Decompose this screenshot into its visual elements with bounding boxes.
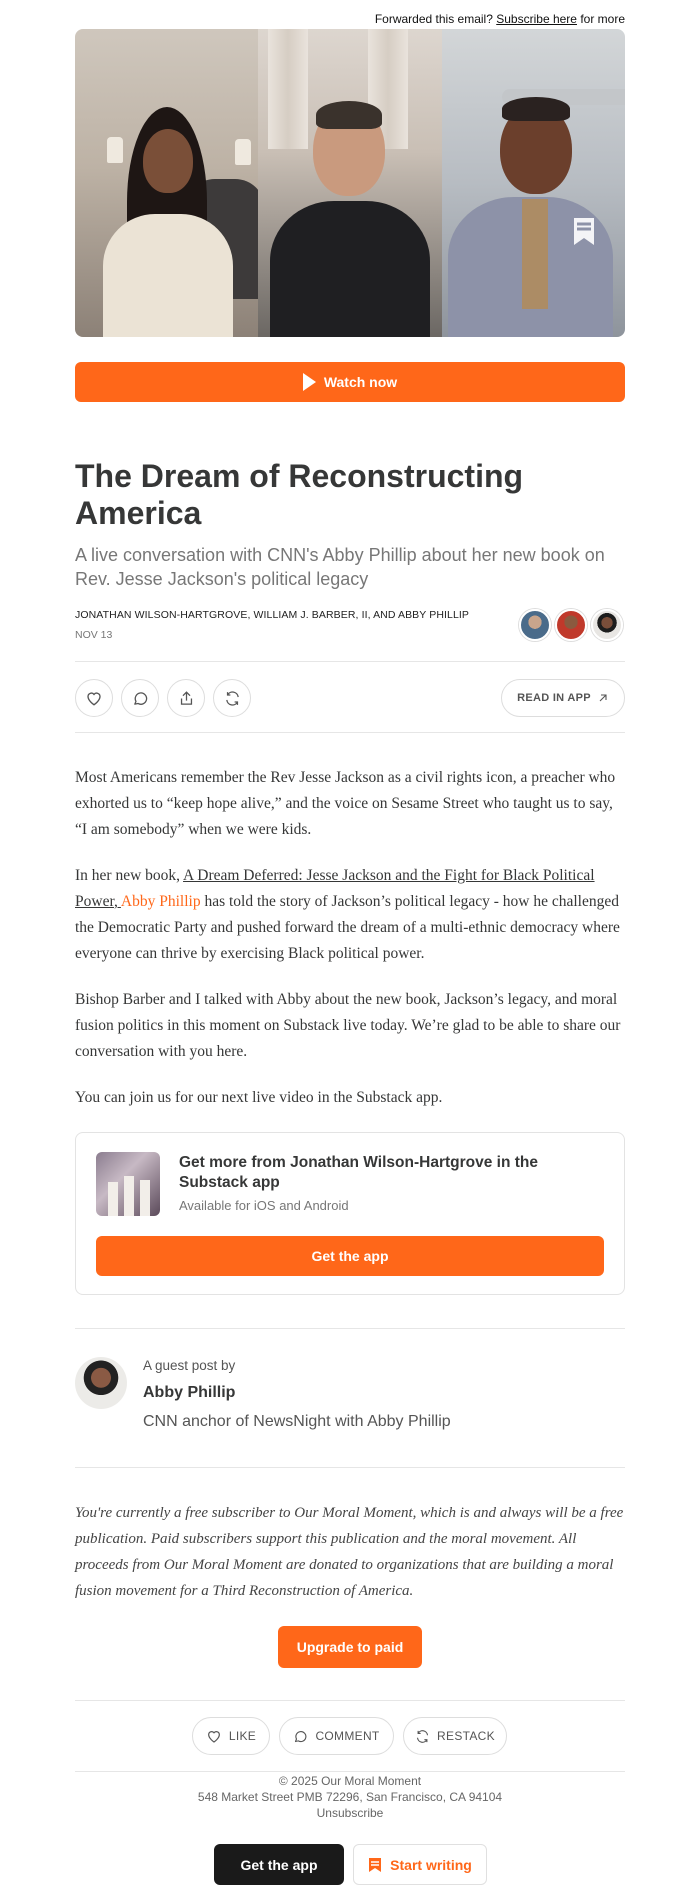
post-authors[interactable]: JONATHAN WILSON-HARTGROVE, WILLIAM J. BARBER, II, AND ABBY PHILLIP <box>75 609 470 621</box>
forward-suffix: for more <box>580 12 625 26</box>
play-icon <box>303 373 316 391</box>
divider <box>75 1771 625 1772</box>
comment-button[interactable] <box>121 679 159 717</box>
video-panel-left <box>75 29 258 337</box>
avatar[interactable] <box>591 609 623 641</box>
app-promo-subtitle: Available for iOS and Android <box>179 1198 349 1213</box>
copyright: © 2025 Our Moral Moment <box>278 1774 422 1788</box>
body-paragraph-3: Bishop Barber and I talked with Abby about the new book, Jackson’s legacy, and moral fusion politics in this moment on Substack live today. We’re glad to be able to share our conversation with you here. <box>75 991 621 1060</box>
post-date: NOV 13 <box>75 629 113 641</box>
video-thumbnail[interactable] <box>75 29 625 337</box>
guest-name[interactable]: Abby Phillip <box>143 1384 236 1401</box>
like-pill-button[interactable] <box>192 1717 270 1755</box>
start-writing-label: Start writing <box>390 1856 472 1873</box>
paragraph-text: has told the story of Jackson’s political legacy - how he challenged the Democratic Party and pushed forward the dream of a multi-ethnic democracy where everyone can thrive by exercising Black political power. <box>75 893 620 962</box>
comment-pill-button[interactable] <box>279 1717 394 1755</box>
avatar[interactable] <box>519 609 551 641</box>
upgrade-button[interactable]: Upgrade to paid <box>278 1626 422 1668</box>
read-in-app-label: READ IN APP <box>517 692 591 704</box>
body-paragraph-1: Most Americans remember the Rev Jesse Jackson as a civil rights icon, a preacher who exhorted us to “keep hope alive,” and the voice on Sesame Street who taught us to say, “I am somebody” when we were kids. <box>75 769 616 838</box>
forward-notice <box>375 12 625 26</box>
comment-label: COMMENT <box>315 1729 380 1743</box>
heart-icon <box>85 689 103 707</box>
divider <box>75 661 625 662</box>
guest-avatar[interactable] <box>75 1357 127 1409</box>
app-promo-card <box>75 1132 625 1295</box>
share-button[interactable] <box>167 679 205 717</box>
app-promo-image <box>96 1152 160 1216</box>
divider <box>75 1700 625 1701</box>
subscription-note: You're currently a free subscriber to Our Moral Moment, which is and always will be a free publication. Paid subscribers support this publication and the moral movement. All proceeds from Our Moral Moment are donated to organizations that are building a moral fusion movement for a Third Reconstruction of America. <box>75 1505 624 1599</box>
restack-icon <box>415 1729 430 1744</box>
comment-icon <box>293 1729 308 1744</box>
app-promo-title: Get more from Jonathan Wilson-Hartgrove in the Substack app <box>179 1154 538 1191</box>
body-paragraph-4: You can join us for our next live video in the Substack app. <box>75 1089 443 1106</box>
like-label: LIKE <box>228 1729 257 1743</box>
watch-now-button[interactable] <box>75 362 625 402</box>
avatar[interactable] <box>555 609 587 641</box>
restack-pill-button[interactable] <box>403 1717 507 1755</box>
video-panel-center <box>258 29 441 337</box>
post-title[interactable]: The Dream of Reconstructing America <box>75 458 524 531</box>
bookmark-icon <box>573 217 595 247</box>
post-subtitle: A live conversation with CNN's Abby Phillip about her new book on Rev. Jesse Jackson's political legacy <box>75 545 605 589</box>
restack-label: RESTACK <box>437 1729 495 1743</box>
forward-prefix: Forwarded this email? <box>374 12 493 26</box>
bookmark-icon <box>368 1857 382 1873</box>
divider <box>75 732 625 733</box>
like-button[interactable] <box>75 679 113 717</box>
arrow-up-right-icon <box>597 692 609 704</box>
watch-now-label: Watch now <box>323 374 398 390</box>
comment-icon <box>132 690 149 707</box>
subscribe-link[interactable]: Subscribe here <box>496 12 577 26</box>
guest-bio: CNN anchor of NewsNight with Abby Phillip <box>143 1413 451 1430</box>
author-avatars <box>519 609 623 641</box>
restack-button[interactable] <box>213 679 251 717</box>
start-writing-button[interactable] <box>353 1844 487 1885</box>
read-in-app-button[interactable] <box>501 679 625 717</box>
divider <box>75 1467 625 1468</box>
address: 548 Market Street PMB 72296, San Francisco, CA 94104 <box>197 1790 503 1804</box>
divider <box>75 1328 625 1329</box>
restack-icon <box>224 690 241 707</box>
body-paragraph-2 <box>75 863 625 967</box>
heart-icon <box>206 1728 222 1744</box>
unsubscribe-link[interactable]: Unsubscribe <box>316 1806 384 1820</box>
paragraph-text: , <box>114 893 121 910</box>
book-link[interactable]: A Dream Deferred: Jesse Jackson and the Fight for Black Political Power <box>75 867 595 910</box>
guest-label: A guest post by <box>143 1358 236 1373</box>
get-the-app-button[interactable]: Get the app <box>96 1236 604 1276</box>
share-icon <box>178 690 195 707</box>
footer-get-app-button[interactable]: Get the app <box>214 1844 344 1885</box>
video-panel-right <box>442 29 625 337</box>
abby-phillip-link[interactable]: Abby Phillip <box>120 893 201 910</box>
paragraph-text: In her new book, <box>75 867 184 884</box>
